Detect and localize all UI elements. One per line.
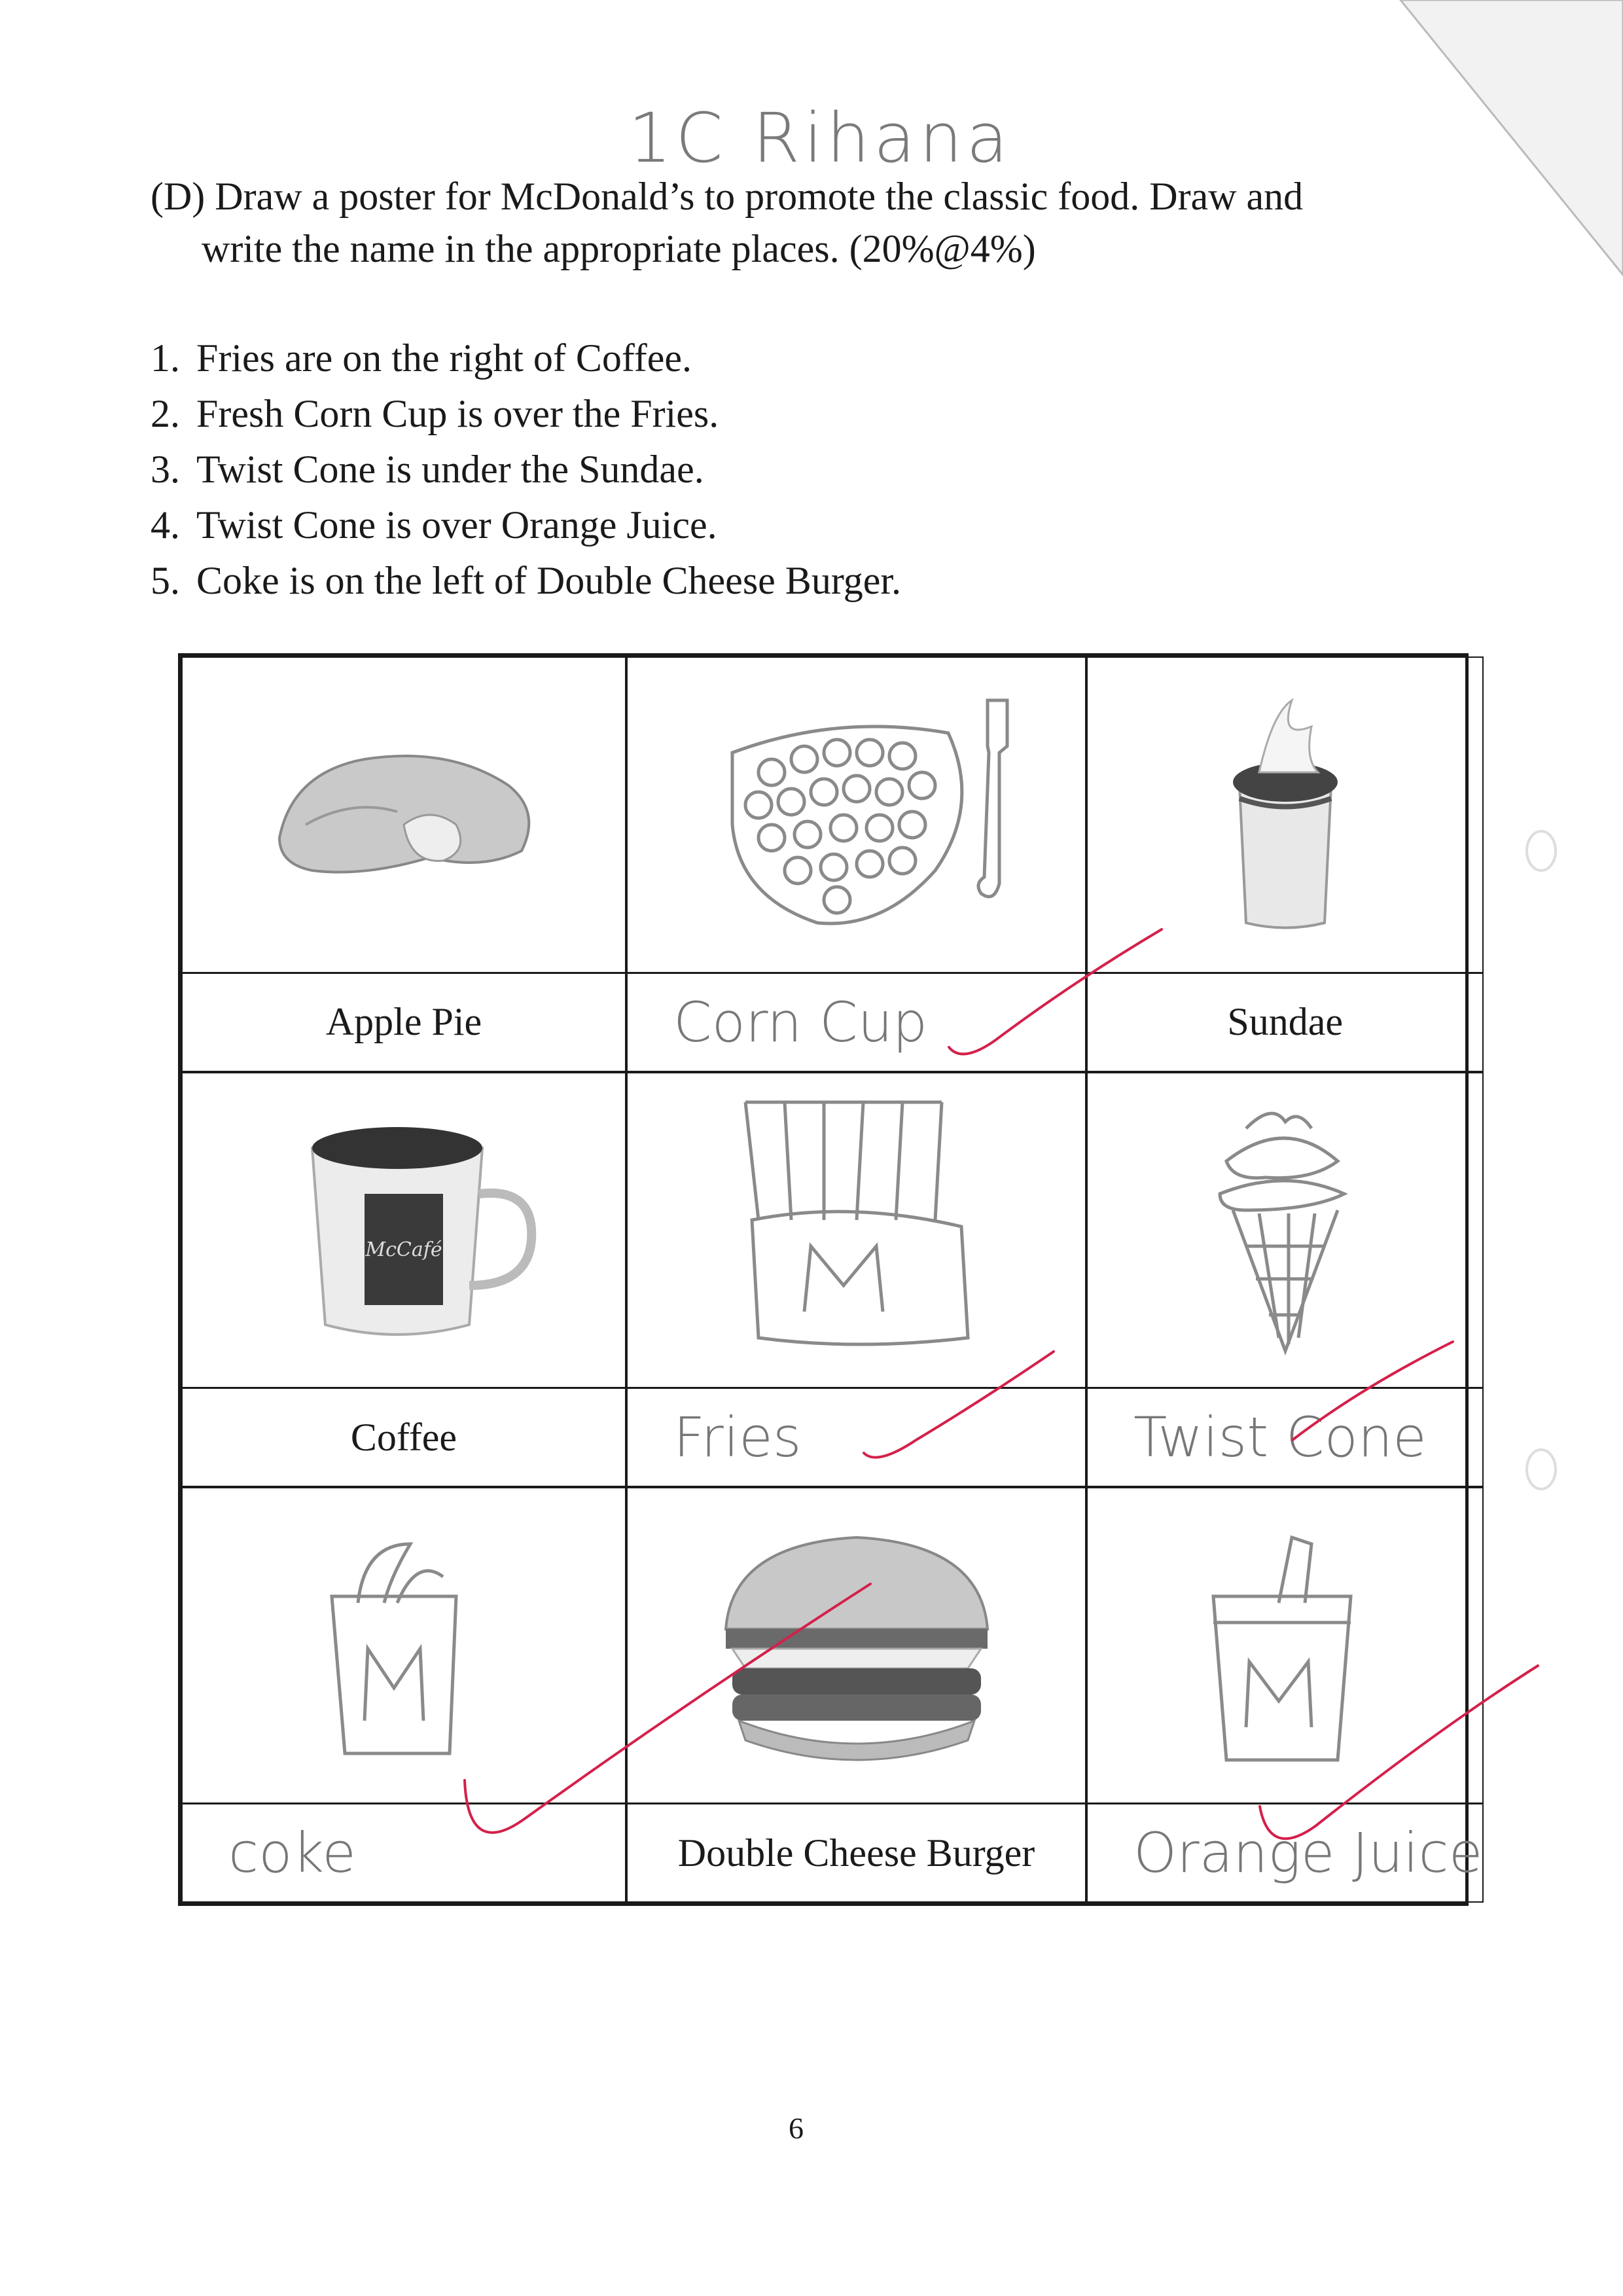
- coke-icon: [234, 1505, 574, 1786]
- clue-item: 3. Twist Cone is under the Sundae.: [151, 448, 704, 491]
- instructions-line-2: write the name in the appropriate places. (20%@4%): [202, 227, 1036, 270]
- clue-item: 1. Fries are on the right of Coffee.: [151, 336, 692, 380]
- instructions-line-1: (D) Draw a poster for McDonald’s to promote the classic food. Draw and: [151, 175, 1304, 218]
- label-coffee: Coffee: [183, 1387, 625, 1486]
- coffee-icon: [234, 1089, 574, 1371]
- grid-cell-corn-cup: [626, 656, 1086, 1072]
- label-sundae: Sundae: [1088, 972, 1482, 1071]
- label-fries: Fries: [628, 1387, 1085, 1486]
- grid-cell-coffee: [181, 1072, 626, 1488]
- grid-cell-coke: [181, 1487, 626, 1903]
- burger-icon: [687, 1505, 1027, 1786]
- label-double-cheese-burger: Double Cheese Burger: [628, 1803, 1085, 1901]
- grid-cell-burger: [626, 1487, 1086, 1903]
- clue-item: 5. Coke is on the left of Double Cheese Burger.: [151, 559, 902, 602]
- label-corn-cup: Corn Cup: [628, 972, 1085, 1071]
- page-number: 6: [789, 2111, 804, 2145]
- grid-cell-fries: [626, 1072, 1086, 1488]
- grid-cell-apple-pie: [181, 656, 626, 1072]
- clue-item: 4. Twist Cone is over Orange Juice.: [151, 503, 717, 547]
- m-logo-fries: M: [843, 1300, 849, 1308]
- orange-juice-icon: [1115, 1505, 1455, 1786]
- label-coke: coke: [183, 1803, 625, 1901]
- sundae-icon: [1115, 674, 1455, 956]
- clue-list: [151, 331, 901, 609]
- mccafe-logo: McCafé: [365, 1238, 442, 1262]
- clue-item: 2. Fresh Corn Cup is over the Fries.: [151, 392, 719, 435]
- student-name: 1C Rihana: [628, 98, 1012, 178]
- label-orange-juice: Orange Juice: [1088, 1803, 1482, 1901]
- fries-icon: [687, 1089, 1027, 1371]
- grid-cell-orange-juice: [1086, 1487, 1484, 1903]
- instructions: [151, 170, 1459, 275]
- twist-cone-icon: [1115, 1089, 1455, 1371]
- label-apple-pie: Apple Pie: [183, 972, 625, 1071]
- grid-cell-twist-cone: [1086, 1072, 1484, 1488]
- apple-pie-icon: [234, 674, 574, 956]
- corn-cup-icon: [687, 674, 1027, 956]
- label-twist-cone: Twist Cone: [1088, 1387, 1482, 1486]
- grid-cell-sundae: [1086, 656, 1484, 1072]
- poster-grid: [178, 653, 1483, 1906]
